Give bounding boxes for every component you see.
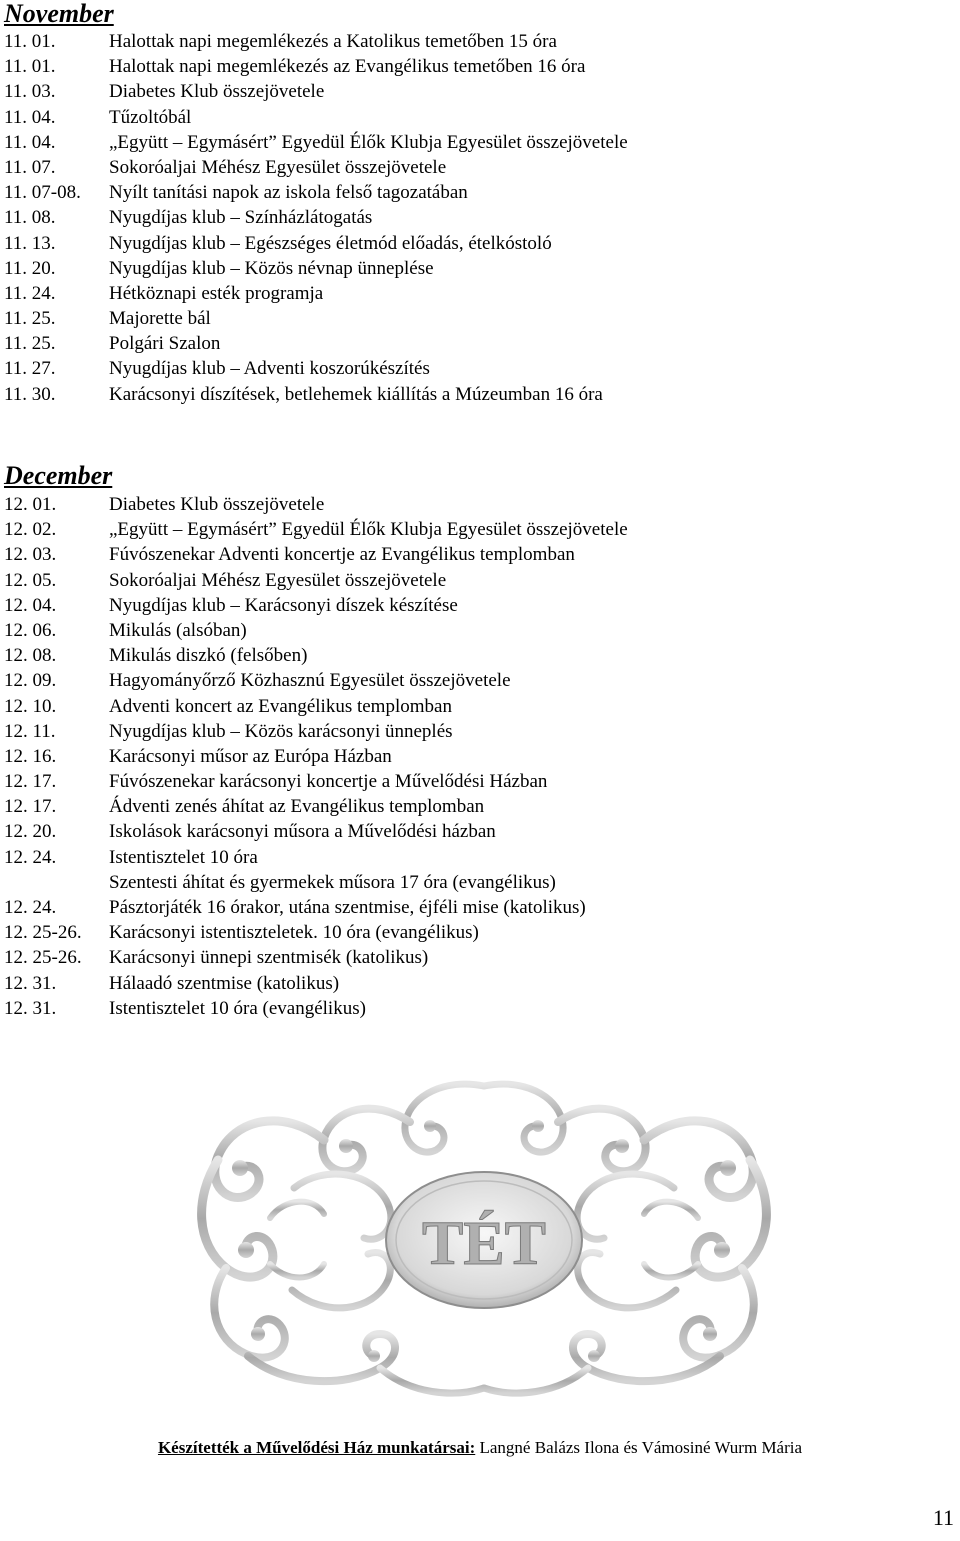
event-row xyxy=(4,845,944,870)
event-date: 11. 27. xyxy=(4,358,56,380)
event-row xyxy=(4,492,944,517)
event-description: Diabetes Klub összejövetele xyxy=(109,81,325,103)
event-description: Ádventi zenés áhítat az Evangélikus templomban xyxy=(109,796,485,818)
event-date: 12. 02. xyxy=(4,519,57,541)
event-description: Fúvószenekar karácsonyi koncertje a Művelődési Házban xyxy=(109,771,548,793)
event-row xyxy=(4,945,944,970)
event-description: Majorette bál xyxy=(109,308,211,330)
event-description: Fúvószenekar Adventi koncertje az Evangélikus templomban xyxy=(109,544,575,566)
event-date: 11. 08. xyxy=(4,207,56,229)
event-description: Halottak napi megemlékezés a Katolikus temetőben 15 óra xyxy=(109,31,557,52)
event-date: 11. 01. xyxy=(4,56,56,78)
logo-text: TÉT xyxy=(421,1210,547,1278)
credits-names: Langné Balázs Ilona és Vámosiné Wurm Mária xyxy=(475,1438,803,1457)
event-description: Sokoróaljai Méhész Egyesület összejövetele xyxy=(109,569,447,591)
event-date: 11. 04. xyxy=(4,106,56,128)
event-date xyxy=(4,870,109,895)
event-date: 12. 10. xyxy=(4,695,57,717)
event-description: Sokoróaljai Méhész Egyesület összejövetele xyxy=(109,156,447,178)
event-description: Polgári Szalon xyxy=(109,333,221,355)
event-description: Nyugdíjas klub – Egészséges életmód előadás, ételkóstoló xyxy=(109,232,552,254)
event-date: 11. 07. xyxy=(4,156,56,178)
event-description: Istentisztelet 10 óra (evangélikus) xyxy=(109,997,366,1019)
event-description: „Együtt – Egymásért” Egyedül Élők Klubja Egyesület összejövetele xyxy=(109,519,628,541)
event-row xyxy=(4,542,944,567)
event-description: Nyílt tanítási napok az iskola felső tagozatában xyxy=(109,182,468,204)
event-date: 12. 24. xyxy=(4,846,57,868)
event-date: 12. 17. xyxy=(4,771,57,793)
tet-ornament-logo xyxy=(174,1068,794,1410)
event-row xyxy=(4,205,944,230)
event-date: 11. 03. xyxy=(4,81,56,103)
event-row xyxy=(4,694,944,719)
december-event-list xyxy=(4,492,944,1021)
event-row xyxy=(4,719,944,744)
event-date: 12. 08. xyxy=(4,645,57,667)
event-date: 12. 06. xyxy=(4,619,57,641)
event-date: 11. 25. xyxy=(4,308,56,330)
event-row xyxy=(4,306,944,331)
event-row xyxy=(4,331,944,356)
event-description: Mikulás diszkó (felsőben) xyxy=(109,645,308,667)
november-event-list xyxy=(4,29,944,407)
event-date: 12. 11. xyxy=(4,720,56,742)
event-date: 12. 09. xyxy=(4,670,57,692)
event-row xyxy=(4,79,944,104)
event-row xyxy=(4,819,944,844)
event-date: 11. 20. xyxy=(4,257,56,279)
event-row xyxy=(4,256,944,281)
event-description: Mikulás (alsóban) xyxy=(109,619,247,641)
event-row xyxy=(4,794,944,819)
event-description: Karácsonyi díszítések, betlehemek kiállítás a Múzeumban 16 óra xyxy=(109,383,603,405)
event-description: Pásztorjáték 16 órakor, utána szentmise, éjféli mise (katolikus) xyxy=(109,897,586,918)
event-row xyxy=(4,568,944,593)
event-description: Adventi koncert az Evangélikus templomban xyxy=(109,695,452,717)
event-row xyxy=(4,382,944,407)
event-date: 11. 13. xyxy=(4,232,56,254)
event-date: 12. 31. xyxy=(4,972,57,994)
event-description: Karácsonyi istentiszteletek. 10 óra (evangélikus) xyxy=(109,922,479,944)
event-description: Nyugdíjas klub – Adventi koszorúkészítés xyxy=(109,358,430,380)
event-row xyxy=(4,130,944,155)
november-heading: November xyxy=(4,0,114,28)
event-row xyxy=(4,996,944,1021)
event-description: Iskolások karácsonyi műsora a Művelődési házban xyxy=(109,821,496,843)
event-row xyxy=(4,180,944,205)
event-date: 12. 16. xyxy=(4,745,57,767)
page-number: 11 xyxy=(932,1505,954,1530)
event-date: 12. 04. xyxy=(4,594,57,616)
credits-line xyxy=(0,1438,960,1458)
event-date: 12. 01. xyxy=(4,494,57,515)
event-description: Nyugdíjas klub – Színházlátogatás xyxy=(109,207,373,229)
event-date: 12. 05. xyxy=(4,569,57,591)
event-row xyxy=(4,769,944,794)
event-row xyxy=(4,29,944,54)
credits-label: Készítették a Művelődési Ház munkatársai: xyxy=(157,1438,476,1457)
event-row xyxy=(4,54,944,79)
event-row xyxy=(4,895,944,920)
event-row xyxy=(4,920,944,945)
event-description: Karácsonyi műsor az Európa Házban xyxy=(109,745,392,767)
event-date: 12. 24. xyxy=(4,897,57,918)
event-description: Istentisztelet 10 óra xyxy=(109,846,258,868)
event-row xyxy=(4,155,944,180)
event-description: Karácsonyi ünnepi szentmisék (katolikus) xyxy=(109,947,429,969)
event-description: Diabetes Klub összejövetele xyxy=(109,494,325,515)
event-date: 12. 25-26. xyxy=(4,922,82,944)
event-date: 12. 31. xyxy=(4,997,57,1019)
event-date: 11. 04. xyxy=(4,131,56,153)
event-row xyxy=(4,231,944,256)
event-description: Tűzoltóbál xyxy=(109,106,192,128)
event-row xyxy=(4,971,944,996)
event-date: 11. 30. xyxy=(4,383,56,405)
event-description: „Együtt – Egymásért” Egyedül Élők Klubja Egyesület összejövetele xyxy=(109,131,628,153)
event-row xyxy=(4,643,944,668)
event-description: Nyugdíjas klub – Közös névnap ünneplése xyxy=(109,257,434,279)
event-date: 12. 25-26. xyxy=(4,947,82,969)
event-date: 12. 17. xyxy=(4,796,57,818)
event-row xyxy=(4,281,944,306)
event-date: 12. 03. xyxy=(4,544,57,566)
event-row xyxy=(4,668,944,693)
event-description: Hétköznapi esték programja xyxy=(109,282,324,304)
event-description: Halottak napi megemlékezés az Evangélikus temetőben 16 óra xyxy=(109,56,586,78)
event-row xyxy=(4,744,944,769)
event-row xyxy=(4,517,944,542)
event-date: 11. 07-08. xyxy=(4,182,81,204)
event-date: 11. 25. xyxy=(4,333,56,355)
event-date: 11. 01. xyxy=(4,31,56,52)
event-description: Nyugdíjas klub – Közös karácsonyi ünneplés xyxy=(109,720,453,742)
event-row xyxy=(4,870,944,895)
event-row xyxy=(4,618,944,643)
event-date: 11. 24. xyxy=(4,282,56,304)
event-row xyxy=(4,356,944,381)
december-heading: December xyxy=(4,461,113,490)
event-row xyxy=(4,593,944,618)
event-description: Szentesti áhítat és gyermekek műsora 17 óra (evangélikus) xyxy=(109,871,556,893)
event-description: Hálaadó szentmise (katolikus) xyxy=(109,972,340,994)
event-description: Hagyományőrző Közhasznú Egyesület összejövetele xyxy=(109,670,511,692)
event-row xyxy=(4,105,944,130)
event-description: Nyugdíjas klub – Karácsonyi díszek készítése xyxy=(109,594,458,616)
event-date: 12. 20. xyxy=(4,821,57,843)
